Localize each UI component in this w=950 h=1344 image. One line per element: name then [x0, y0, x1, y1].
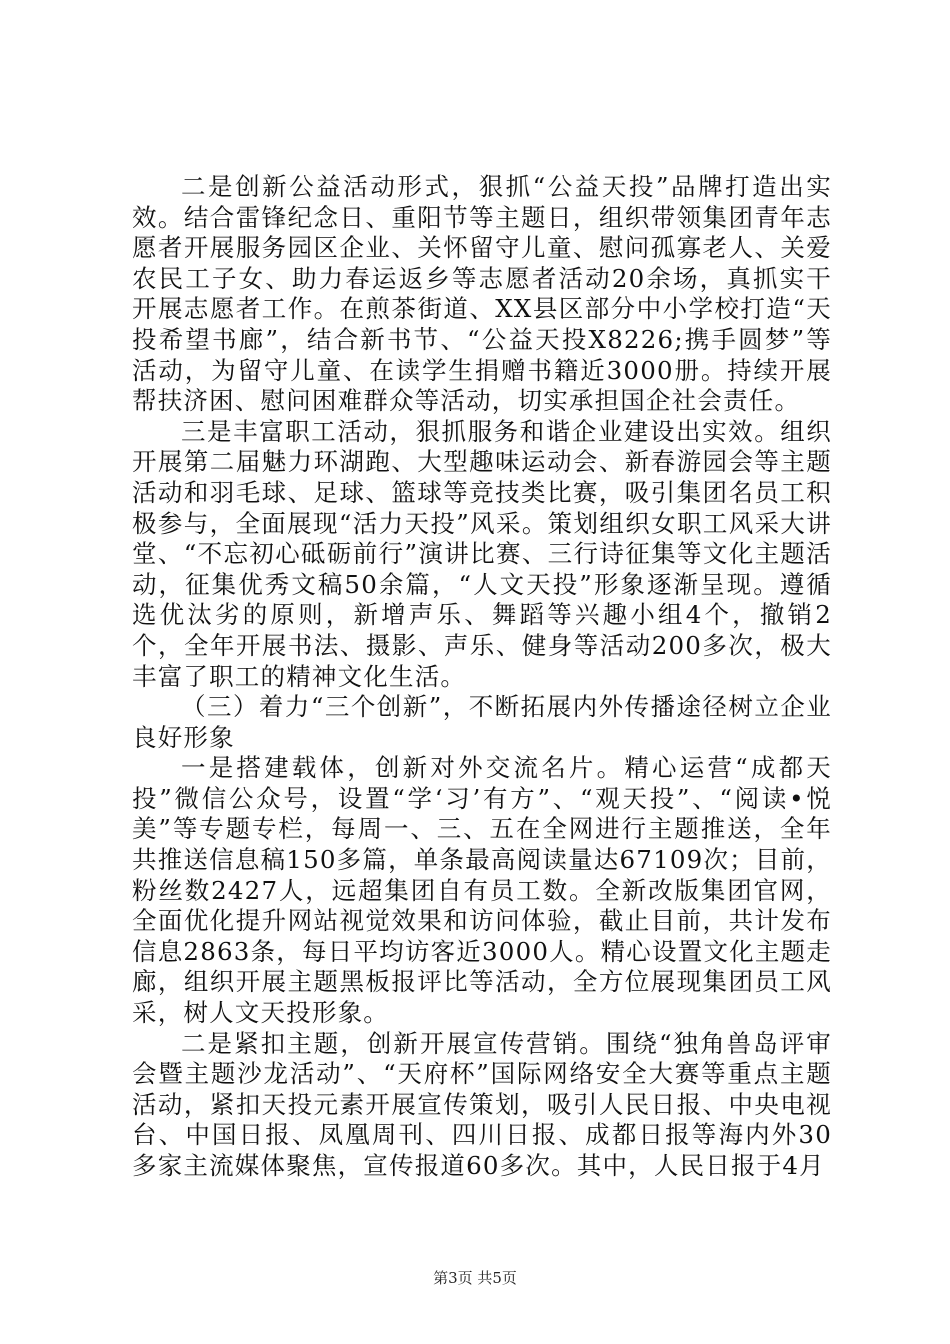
- section-heading-three-innovations: （三）着力“三个创新”，不断拓展内外传播途径树立企业良好形象: [132, 692, 832, 752]
- paragraph-staff-activities: 三是丰富职工活动，狠抓服务和谐企业建设出实效。组织开展第二届魅力环湖跑、大型趣味运动会、新春游园会等主题活动和羽毛球、足球、篮球等竞技类比赛，吸引集团名员工积极参与，全面展现“活力天投”风采。策划组织女职工风采大讲堂、“不忘初心砥砺前行”演讲比赛、三行诗征集等文化主题活动，征集优秀文稿50余篇，“人文天投”形象逐渐呈现。遵循选优汰劣的原则，新增声乐、舞蹈等兴趣小组4个，撤销2个，全年开展书法、摄影、声乐、健身等活动200多次，极大丰富了职工的精神文化生活。: [132, 416, 832, 691]
- page-number-indicator: 第3页 共5页: [433, 1269, 517, 1287]
- paragraph-publicity-marketing: 二是紧扣主题，创新开展宣传营销。围绕“独角兽岛评审会暨主题沙龙活动”、“天府杯”国际网络安全大赛等重点主题活动，紧扣天投元素开展宣传策划，吸引人民日报、中央电视台、中国日报、凤凰周刊、四川日报、成都日报等海内外30多家主流媒体聚焦，宣传报道60多次。其中，人民日报于4月: [132, 1028, 832, 1180]
- document-body: [132, 172, 832, 1182]
- page-footer: [0, 1268, 950, 1288]
- paragraph-public-welfare: 二是创新公益活动形式，狠抓“公益天投”品牌打造出实效。结合雷锋纪念日、重阳节等主题日，组织带领集团青年志愿者开展服务园区企业、关怀留守儿童、慰问孤寡老人、关爱农民工子女、助力春运返乡等志愿者活动20余场，真抓实干开展志愿者工作。在煎茶街道、XX县区部分中小学校打造“天投希望书廊”，结合新书节、“公益天投X8226;携手圆梦”等活动，为留守儿童、在读学生捐赠书籍近3000册。持续开展帮扶济困、慰问困难群众等活动，切实承担国企社会责任。: [132, 172, 832, 416]
- paragraph-communication-carrier: 一是搭建载体，创新对外交流名片。精心运营“成都天投”微信公众号，设置“学‘习’有方”、“观天投”、“阅读•悦美”等专题专栏，每周一、三、五在全网进行主题推送，全年共推送信息稿150多篇，单条最高阅读量达67109次；目前，粉丝数2427人，远超集团自有员工数。全新改版集团官网，全面优化提升网站视觉效果和访问体验，截止目前，共计发布信息2863条，每日平均访客近3000人。精心设置文化主题走廊，组织开展主题黑板报评比等活动，全方位展现集团员工风采，树人文天投形象。: [132, 753, 832, 1028]
